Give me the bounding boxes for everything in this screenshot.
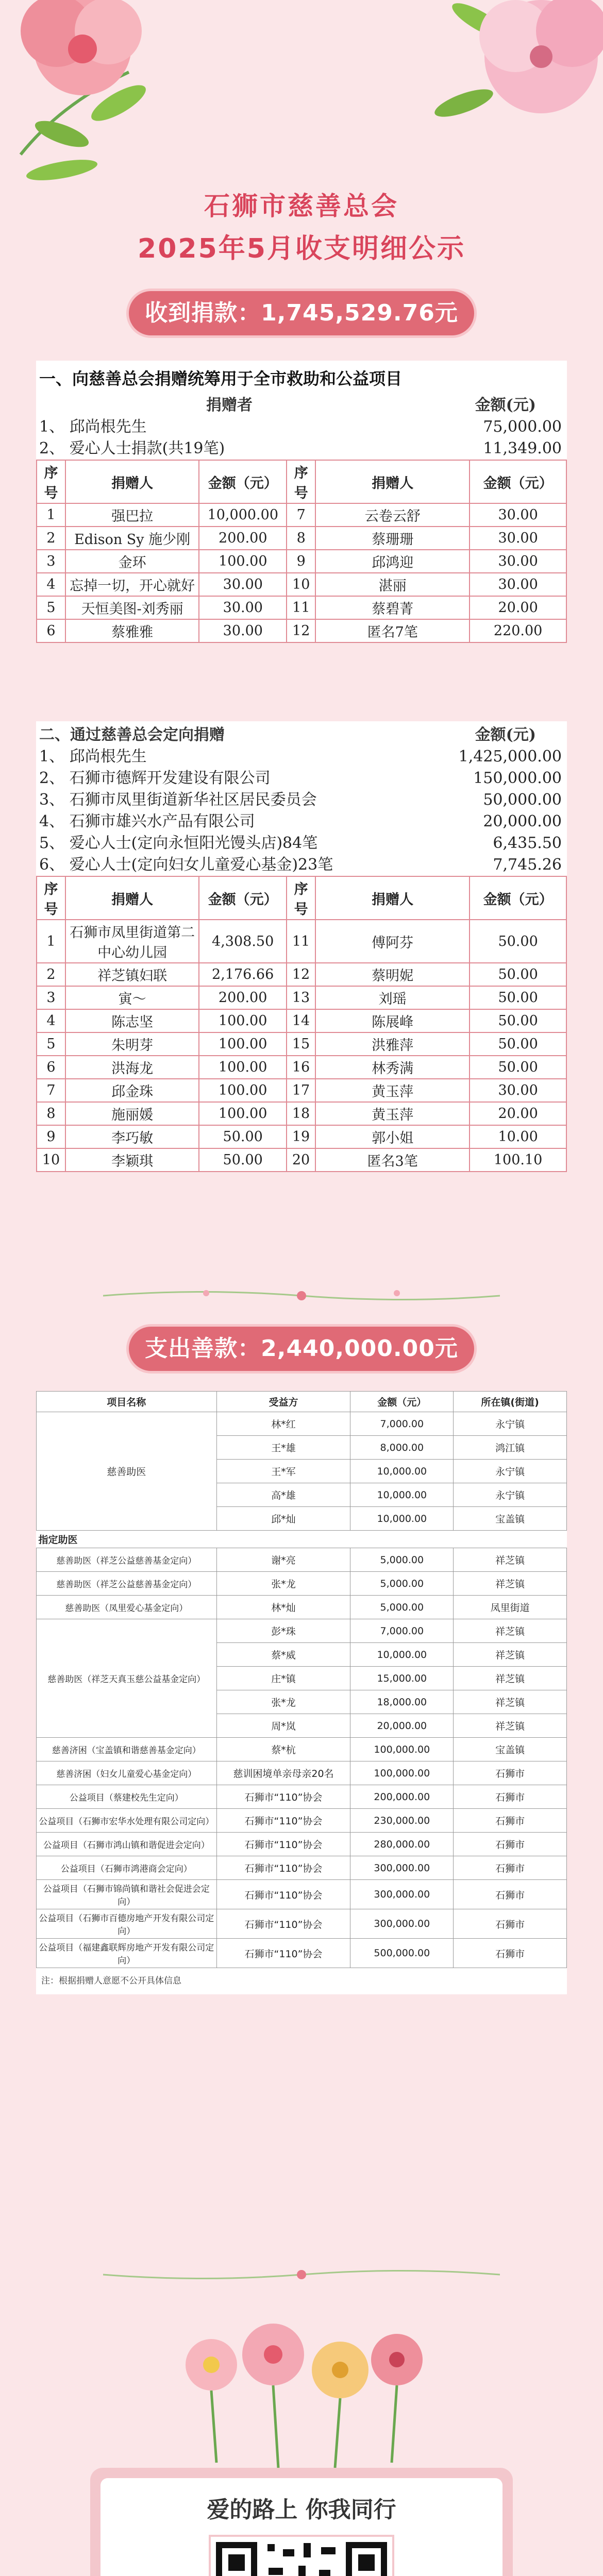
directed-label-row [37,1531,567,1548]
table-header-cell: 捐赠人 [315,460,470,503]
table-cell: 蔡*杭 [216,1738,350,1761]
table-cell: 黄玉萍 [315,1079,470,1102]
table-cell: 30.00 [470,550,566,573]
table-cell: 4 [37,1009,65,1032]
table-cell: 石狮市 [454,1785,567,1809]
table-cell: 洪雅萍 [315,1032,470,1056]
table-cell: 石狮市“110”协会 [216,1809,350,1833]
table-cell: 祥芝镇 [454,1690,567,1714]
expense-section [36,1391,567,1994]
table-cell: 4 [37,573,65,596]
table-cell: 谢*亮 [216,1548,350,1572]
table-cell: 庄*镇 [216,1667,350,1690]
table-cell: 20.00 [470,1102,566,1125]
table-cell: 5,000.00 [350,1548,454,1572]
table-cell: 100.00 [199,1079,287,1102]
expense-project: 公益项目（蔡建校先生定向） [37,1785,217,1809]
table-cell: 7 [37,1079,65,1102]
table-cell: 12 [287,963,315,986]
table-row [37,1148,566,1172]
table-cell: 蔡明妮 [315,963,470,986]
table-cell: 永宁镇 [454,1460,567,1483]
table-row [37,573,566,596]
donor-table-1 [36,460,567,643]
table-cell: 蔡*威 [216,1643,350,1667]
table-cell: 220.00 [470,619,566,642]
table-cell: 石狮市“110”协会 [216,1939,350,1968]
table-cell: 邱金珠 [65,1079,199,1102]
donation-line-amount: 50,000.00 [483,791,562,809]
table-row [37,963,566,986]
table-cell: 100,000.00 [350,1738,454,1761]
table-row [37,1009,566,1032]
table-cell: 9 [287,550,315,573]
table-cell: 永宁镇 [454,1412,567,1436]
table-cell: 石狮市 [454,1833,567,1856]
table-header-row [37,876,566,920]
table-row [37,1548,567,1572]
table-header-cell: 序号 [37,876,65,920]
table-cell: 18,000.00 [350,1690,454,1714]
table-cell: 蔡雅雅 [65,619,199,642]
table-cell: 8 [37,1102,65,1125]
table-cell: 4,308.50 [199,920,287,963]
table-cell: 20 [287,1148,315,1172]
table-cell: 石狮市“110”协会 [216,1856,350,1880]
expense-project: 公益项目（石狮市百德房地产开发有限公司定向） [37,1909,217,1939]
table-header-row [37,1392,567,1412]
table-row [37,1056,566,1079]
table-cell: 湛丽 [315,573,470,596]
donation-line-label: 2、 石狮市德辉开发建设有限公司 [39,769,271,787]
table-cell: 刘瑶 [315,986,470,1009]
table-cell: 100.00 [199,1009,287,1032]
table-cell: 100.00 [199,550,287,573]
table-cell: 石狮市“110”协会 [216,1833,350,1856]
table-cell: 100.00 [199,1032,287,1056]
table-cell: 10,000.00 [199,503,287,527]
table-cell: 匿名7笔 [315,619,470,642]
table-cell: 郭小姐 [315,1125,470,1148]
table-header-cell: 捐赠人 [65,460,199,503]
table-cell: 30.00 [470,503,566,527]
table-cell: 傅阿芬 [315,920,470,963]
expense-project: 慈善济困（妇女儿童爱心基金定向） [37,1761,217,1785]
table-cell: 15,000.00 [350,1667,454,1690]
table-header-cell: 捐赠人 [65,876,199,920]
table-cell: 祥芝镇 [454,1572,567,1596]
table-cell: 慈训困境单亲母亲20名 [216,1761,350,1785]
table-cell: 张*龙 [216,1690,350,1714]
table-row [37,1102,566,1125]
table-cell: 30.00 [470,527,566,550]
donation-line-amount: 150,000.00 [473,769,562,787]
table-header-cell: 受益方 [216,1392,350,1412]
table-row [37,503,566,527]
qr-code[interactable] [209,2535,394,2576]
table-cell: 500,000.00 [350,1939,454,1968]
table-cell: 3 [37,550,65,573]
table-cell: 7,000.00 [350,1412,454,1436]
expense-project: 公益项目（石狮市鸿港商会定向） [37,1856,217,1880]
donation-line: 1、 邱尚根先生 75,000.00 [39,418,562,436]
expense-table [36,1391,567,1968]
table-cell: 8,000.00 [350,1436,454,1460]
table-row [37,550,566,573]
donation-line-label: 4、 石狮市雄兴水产品有限公司 [39,812,255,831]
table-row [37,619,566,642]
table-cell: 10 [287,573,315,596]
table-cell: 9 [37,1125,65,1148]
table-cell: 7 [287,503,315,527]
table-cell: 8 [287,527,315,550]
table-cell: 石狮市 [454,1856,567,1880]
table-cell: 15 [287,1032,315,1056]
org-title: 石狮市慈善总会 [204,191,399,221]
table-cell: 2 [37,527,65,550]
table-cell: 祥芝镇妇联 [65,963,199,986]
table-cell: 石狮市凤里街道第二中心幼儿园 [65,920,199,963]
table-cell: 祥芝镇 [454,1548,567,1572]
table-cell: Edison Sy 施少刚 [65,527,199,550]
table-header-cell: 金额（元） [470,876,566,920]
table-cell: 宝盖镇 [454,1738,567,1761]
table-cell: 50.00 [199,1125,287,1148]
table-cell: 10,000.00 [350,1483,454,1507]
table-row [37,1856,567,1880]
table-row [37,1738,567,1761]
table-header-cell: 金额（元） [199,876,287,920]
table-cell: 10,000.00 [350,1460,454,1483]
table-cell: 李巧敏 [65,1125,199,1148]
donation-line-label: 3、 石狮市凤里街道新华社区居民委员会 [39,791,317,809]
table-cell: 5 [37,1032,65,1056]
qr-code-icon [211,2537,392,2576]
section-general-donations [36,361,567,643]
table-cell: 宝盖镇 [454,1507,567,1531]
table-cell: 6 [37,1056,65,1079]
table-cell: 50.00 [470,1056,566,1079]
table-row [37,1596,567,1619]
donation-line [36,746,567,768]
table-cell: 林*灿 [216,1596,350,1619]
donation-line [36,768,567,789]
expense-project: 慈善助医（祥芝公益慈善基金定向） [37,1572,217,1596]
table-cell: 3 [37,986,65,1009]
section2-title: 二、通过慈善总会定向捐赠 [39,726,225,744]
table-cell: 2 [37,963,65,986]
table-header-cell: 金额（元） [350,1392,454,1412]
flower-right-icon [417,0,603,155]
table-cell: 100.10 [470,1148,566,1172]
table-cell: 邱*灿 [216,1507,350,1531]
table-cell: 祥芝镇 [454,1667,567,1690]
table-cell: 鸿江镇 [454,1436,567,1460]
table-cell: 蔡碧菁 [315,596,470,619]
donation-line [36,833,567,854]
table-header-cell: 序号 [287,460,315,503]
table-cell: 忘掉一切，开心就好 [65,573,199,596]
table-cell: 5,000.00 [350,1596,454,1619]
table-header-cell: 捐赠人 [315,876,470,920]
table-cell: 18 [287,1102,315,1125]
table-cell: 石狮市“110”协会 [216,1909,350,1939]
table-header-cell: 序号 [37,460,65,503]
table-cell: 黄玉萍 [315,1102,470,1125]
table-cell: 16 [287,1056,315,1079]
table-row [37,1809,567,1833]
table-cell: 朱明芽 [65,1032,199,1056]
expense-total-badge: 支出善款：2,440,000.00元 [126,1324,477,1374]
donation-line [36,789,567,811]
table-cell: 10,000.00 [350,1643,454,1667]
expense-project: 慈善助医 [37,1412,217,1531]
table-cell: 石狮市“110”协会 [216,1785,350,1809]
expense-project: 慈善助医（凤里爱心基金定向） [37,1596,217,1619]
table-cell: 陈志坚 [65,1009,199,1032]
donation-line [36,854,567,876]
donation-line [36,811,567,833]
table-cell: 天恒美图-刘秀丽 [65,596,199,619]
table-cell: 石狮市 [454,1809,567,1833]
table-row [37,1909,567,1939]
table-row [37,1619,567,1643]
table-header-row [37,460,566,503]
table-header-cell: 所在镇(街道) [454,1392,567,1412]
table-row [37,1785,567,1809]
table-cell: 13 [287,986,315,1009]
table-cell: 云卷云舒 [315,503,470,527]
table-cell: 邱鸿迎 [315,550,470,573]
table-cell: 30.00 [199,619,287,642]
table-cell: 11 [287,920,315,963]
table-row [37,527,566,550]
table-cell: 14 [287,1009,315,1032]
table-row [37,1761,567,1785]
table-cell: 50.00 [199,1148,287,1172]
section2-lines [36,746,567,876]
leaf-left-icon [21,155,103,185]
table-cell: 100.00 [199,1056,287,1079]
table-cell: 1 [37,920,65,963]
table-cell: 祥芝镇 [454,1714,567,1738]
table-row [37,1880,567,1909]
table-header-cell: 序号 [287,876,315,920]
table-cell: 300,000.00 [350,1880,454,1909]
table-cell: 100.00 [199,1102,287,1125]
donation-line-amount: 6,435.50 [493,834,562,852]
table-cell: 周*岚 [216,1714,350,1738]
table-cell: 李颖琪 [65,1148,199,1172]
table-cell: 200,000.00 [350,1785,454,1809]
table-cell: 7,000.00 [350,1619,454,1643]
table-cell: 19 [287,1125,315,1148]
table-cell: 10.00 [470,1125,566,1148]
donation-line-label: 5、 爱心人士(定向永恒阳光馒头店)84笔 [39,834,318,852]
table-cell: 石狮市 [454,1909,567,1939]
table-cell: 彭*珠 [216,1619,350,1643]
table-row [37,1833,567,1856]
expense-project: 慈善济困（宝盖镇和谐慈善基金定向） [37,1738,217,1761]
col-amount-label: 金额(元) [475,726,536,744]
table-cell: 10 [37,1148,65,1172]
expense-project: 公益项目（福建鑫联辉房地产开发有限公司定向） [37,1939,217,1968]
table-row [37,920,566,963]
table-cell: 施丽媛 [65,1102,199,1125]
table-cell: 280,000.00 [350,1833,454,1856]
table-cell: 200.00 [199,527,287,550]
header [0,0,603,289]
donation-line-amount: 7,745.26 [493,856,562,874]
table-cell: 300,000.00 [350,1856,454,1880]
table-header-cell: 金额（元） [470,460,566,503]
table-cell: 蔡珊珊 [315,527,470,550]
expense-project: 公益项目（石狮市宏华水处理有限公司定向） [37,1809,217,1833]
table-row [37,1079,566,1102]
slogan: 爱的路上 你我同行 [207,2497,396,2523]
vine-divider-icon [103,2267,500,2282]
col-donor-label: 捐赠者 [206,396,253,414]
table-header-cell: 项目名称 [37,1392,217,1412]
col-amount-label: 金额(元) [475,396,536,414]
section-directed-donations [36,721,567,1172]
expense-project: 公益项目（石狮市锦尚镇和谐社会促进会定向） [37,1880,217,1909]
page-title: 2025年5月收支明细公示 [138,233,465,264]
expense-project: 公益项目（石狮市鸿山镇和谐促进会定向） [37,1833,217,1856]
table-cell: 30.00 [199,573,287,596]
table-cell: 石狮市 [454,1939,567,1968]
table-cell: 12 [287,619,315,642]
table-cell: 张*龙 [216,1572,350,1596]
table-cell: 强巴拉 [65,503,199,527]
table-cell: 凤里街道 [454,1596,567,1619]
table-cell: 50.00 [470,1032,566,1056]
table-cell: 祥芝镇 [454,1643,567,1667]
table-cell: 洪海龙 [65,1056,199,1079]
directed-label: 指定助医 [38,1534,78,1546]
section1-title: 一、向慈善总会捐赠统筹用于全市救助和公益项目 [39,369,403,388]
table-cell: 20,000.00 [350,1714,454,1738]
table-cell: 寅～ [65,986,199,1009]
table-cell: 30.00 [199,596,287,619]
table-cell: 50.00 [470,986,566,1009]
table-cell: 1 [37,503,65,527]
table-cell: 林秀满 [315,1056,470,1079]
table-cell: 17 [287,1079,315,1102]
table-cell: 王*军 [216,1460,350,1483]
table-cell: 王*雄 [216,1436,350,1460]
donation-line-label: 6、 爱心人士(定向妇女儿童爱心基金)23笔 [39,856,333,874]
table-cell: 林*红 [216,1412,350,1436]
table-row [37,596,566,619]
expense-project: 慈善助医（祥芝公益慈善基金定向） [37,1548,217,1572]
table-cell: 石狮市 [454,1761,567,1785]
table-cell: 金环 [65,550,199,573]
table-cell: 石狮市 [454,1880,567,1909]
donation-line-amount: 20,000.00 [483,812,562,831]
table-row [37,1125,566,1148]
table-row [37,1032,566,1056]
expense-project: 慈善助医（祥芝天真玉慈公益基金定向） [37,1619,217,1738]
expense-note: 注：根据捐赠人意愿不公开具体信息 [41,1976,181,1986]
table-row [37,1939,567,1968]
table-cell: 50.00 [470,920,566,963]
table-cell: 高*雄 [216,1483,350,1507]
table-row [37,1572,567,1596]
table-cell: 匿名3笔 [315,1148,470,1172]
donor-table-2 [36,876,567,1172]
flower-cluster-icon [170,2318,438,2473]
table-cell: 5,000.00 [350,1572,454,1596]
table-cell: 6 [37,619,65,642]
flower-left-icon [0,0,170,175]
table-row [37,986,566,1009]
table-cell: 5 [37,596,65,619]
vine-divider-icon [103,1288,500,1303]
table-cell: 30.00 [470,1079,566,1102]
table-cell: 20.00 [470,596,566,619]
table-cell: 50.00 [470,963,566,986]
table-cell: 11 [287,596,315,619]
table-cell: 300,000.00 [350,1909,454,1939]
table-cell: 2,176.66 [199,963,287,986]
table-row [37,1412,567,1436]
table-cell: 100,000.00 [350,1761,454,1785]
table-cell: 50.00 [470,1009,566,1032]
table-cell: 石狮市“110”协会 [216,1880,350,1909]
section1-header [36,395,567,416]
donation-line-label: 1、 邱尚根先生 [39,748,147,766]
table-cell: 30.00 [470,573,566,596]
table-cell: 陈展峰 [315,1009,470,1032]
table-cell: 10,000.00 [350,1507,454,1531]
section2-header [36,721,567,746]
table-cell: 200.00 [199,986,287,1009]
table-cell: 祥芝镇 [454,1619,567,1643]
table-cell: 永宁镇 [454,1483,567,1507]
table-header-cell: 金额（元） [199,460,287,503]
income-total-badge: 收到捐款：1,745,529.76元 [126,289,477,338]
table-cell: 230,000.00 [350,1809,454,1833]
donation-line: 2、 爱心人士捐款(共19笔) 11,349.00 [39,439,562,457]
donation-line-amount: 1,425,000.00 [458,748,562,766]
